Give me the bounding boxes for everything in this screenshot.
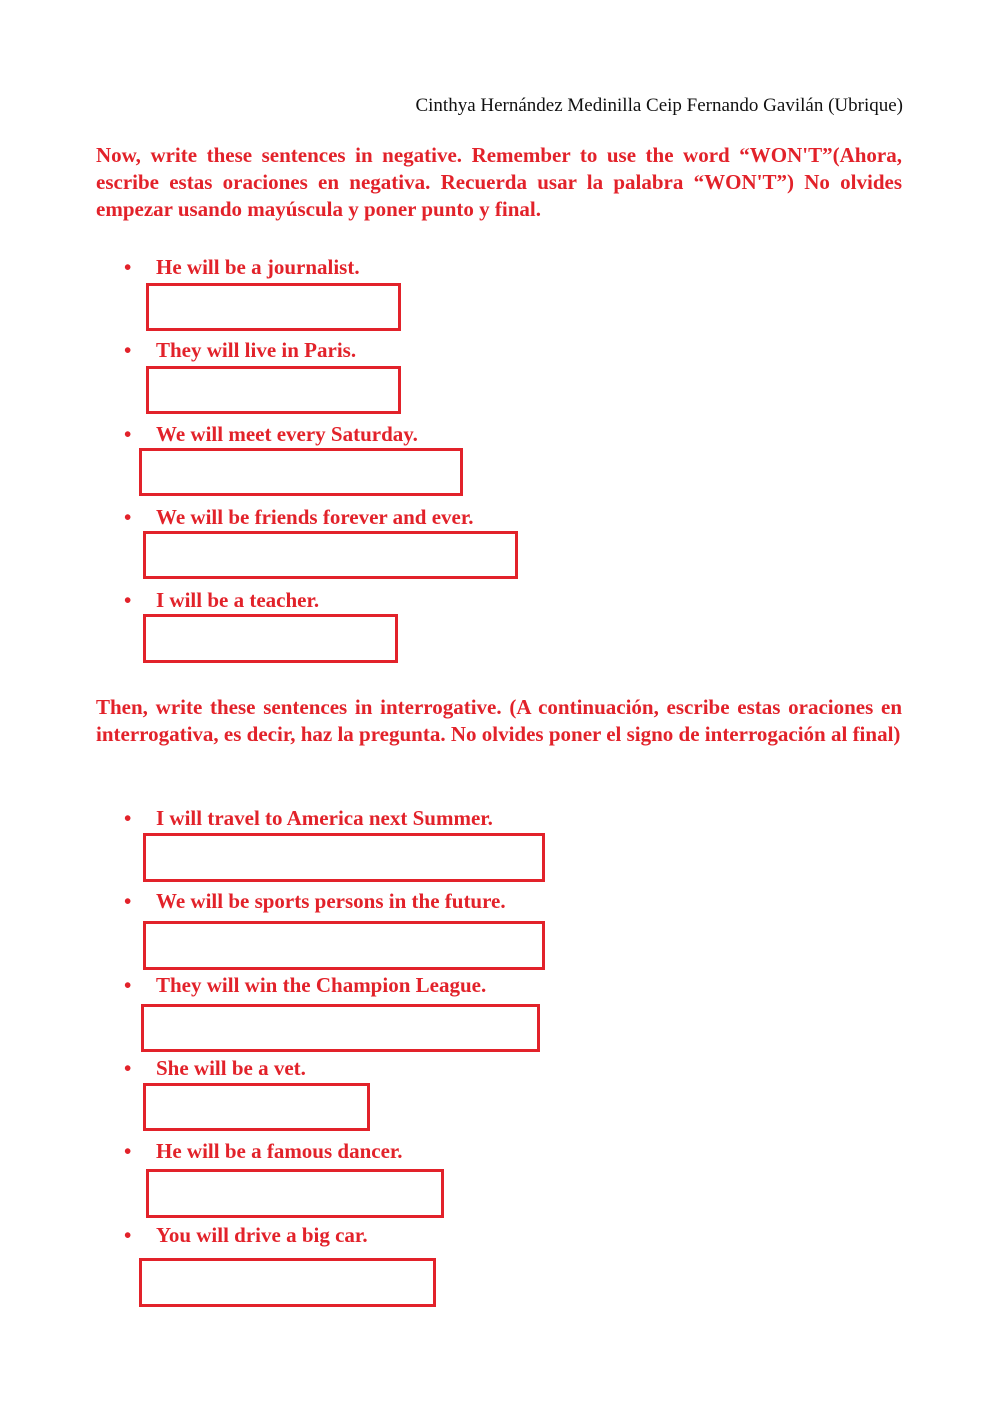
sentence-text: We will be friends forever and ever.: [156, 505, 474, 529]
answer-input[interactable]: [146, 366, 401, 414]
interrogative-instructions: Then, write these sentences in interrogative. (A continuación, escribe estas oraciones en interrogativa, es decir, haz la pregunta. No olvides poner el signo de interrogación al final): [96, 695, 902, 746]
list-item: [124, 805, 493, 831]
list-item: [124, 1138, 403, 1164]
sentence-text: We will meet every Saturday.: [156, 422, 418, 446]
answer-input[interactable]: [146, 1169, 444, 1218]
bullet-icon: •: [124, 1223, 132, 1247]
bullet-icon: •: [124, 1056, 132, 1080]
negative-instructions: Now, write these sentences in negative. Remember to use the word “WON'T”(Ahora, escribe estas oraciones en negativa. Recuerda usar la palabra “WON'T”) No olvides empezar usando mayúscula y poner punto y final.: [96, 143, 902, 221]
list-item: [124, 337, 356, 363]
answer-input[interactable]: [143, 614, 398, 663]
author-credit: Cinthya Hernández Medinilla Ceip Fernando Gavilán (Ubrique): [415, 95, 903, 116]
sentence-text: I will be a teacher.: [156, 588, 320, 612]
list-item: [124, 1222, 368, 1248]
bullet-icon: •: [124, 338, 132, 362]
list-item: [124, 1055, 306, 1081]
sentence-text: He will be a journalist.: [156, 255, 360, 279]
list-item: [124, 254, 360, 280]
bullet-icon: •: [124, 505, 132, 529]
list-item: [124, 421, 418, 447]
sentence-text: They will live in Paris.: [156, 338, 357, 362]
bullet-icon: •: [124, 889, 132, 913]
list-item: [124, 972, 486, 998]
sentence-text: They will win the Champion League.: [156, 973, 487, 997]
answer-input[interactable]: [143, 833, 545, 882]
bullet-icon: •: [124, 588, 132, 612]
bullet-icon: •: [124, 255, 132, 279]
sentence-text: I will travel to America next Summer.: [156, 806, 493, 830]
answer-input[interactable]: [143, 531, 518, 579]
bullet-icon: •: [124, 806, 132, 830]
bullet-icon: •: [124, 422, 132, 446]
sentence-text: He will be a famous dancer.: [156, 1139, 403, 1163]
answer-input[interactable]: [143, 921, 545, 970]
sentence-text: You will drive a big car.: [156, 1223, 368, 1247]
answer-input[interactable]: [139, 1258, 436, 1307]
sentence-text: We will be sports persons in the future.: [156, 889, 506, 913]
list-item: [124, 888, 506, 914]
answer-input[interactable]: [146, 283, 401, 331]
bullet-icon: •: [124, 973, 132, 997]
answer-input[interactable]: [143, 1083, 370, 1131]
list-item: [124, 587, 319, 613]
bullet-icon: •: [124, 1139, 132, 1163]
answer-input[interactable]: [141, 1004, 540, 1052]
list-item: [124, 504, 474, 530]
answer-input[interactable]: [139, 448, 463, 496]
sentence-text: She will be a vet.: [156, 1056, 306, 1080]
